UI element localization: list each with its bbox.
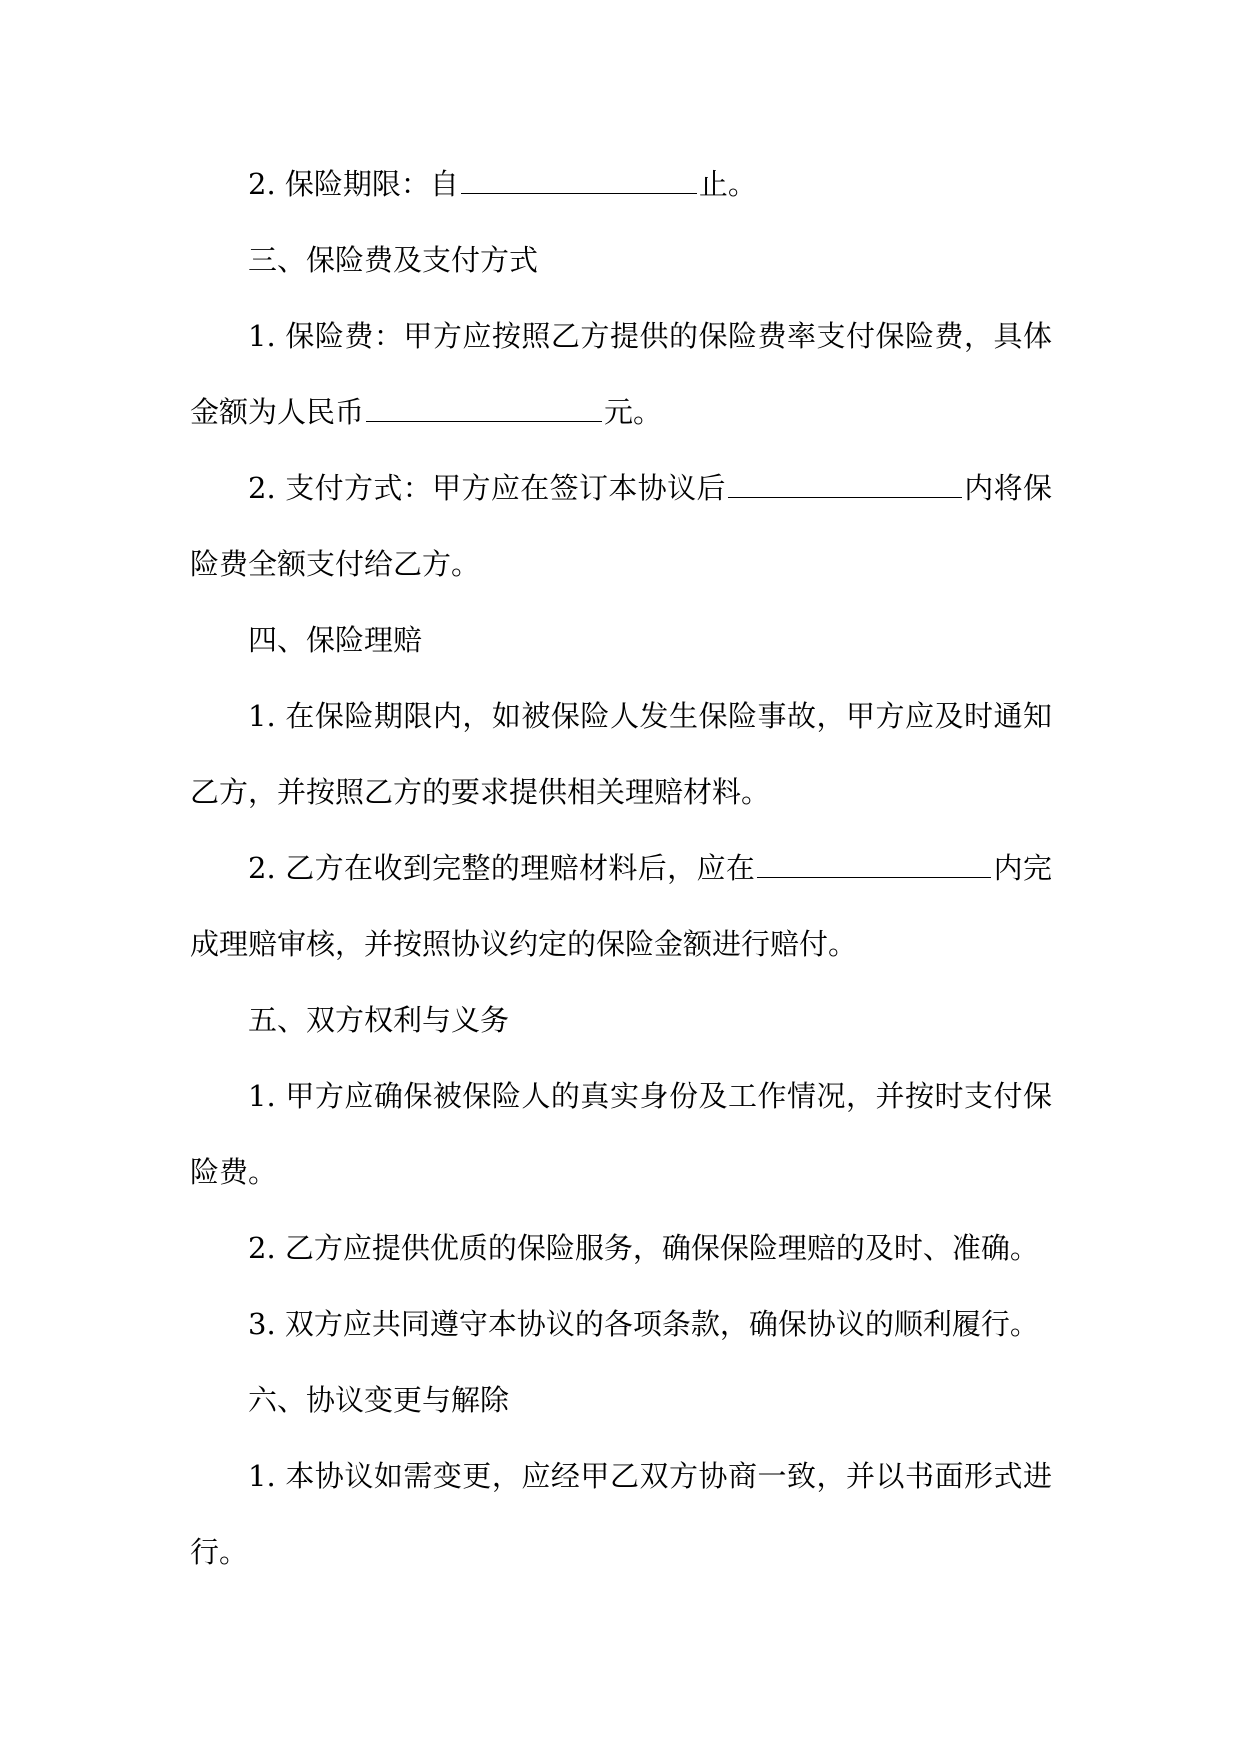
clause-text: 内将保险费全额支付给乙方。 — [190, 471, 1052, 581]
clause-text: 2. 保险期限：自 — [248, 167, 459, 201]
amendment-clause: 1. 本协议如需变更，应经甲乙双方协商一致，并以书面形式进行。 — [190, 1459, 1052, 1569]
document-body — [190, 146, 1052, 1590]
premium-amount-clause — [190, 298, 1052, 450]
clause-text: 止。 — [698, 167, 757, 201]
section-heading-rights: 五、双方权利与义务 — [248, 1003, 510, 1037]
insurance-period-clause — [190, 146, 1052, 222]
clause-text: 2. 支付方式：甲方应在签订本协议后 — [248, 471, 726, 505]
section-heading-premium: 三、保险费及支付方式 — [248, 243, 539, 277]
section-heading-claims: 四、保险理赔 — [248, 623, 423, 657]
clause-text: 1. 保险费：甲方应按照乙方提供的保险费率支付保险费，具体金额为人民币 — [190, 319, 1052, 429]
party-a-obligation-clause: 1. 甲方应确保被保险人的真实身份及工作情况，并按时支付保险费。 — [190, 1079, 1052, 1189]
claim-notice-clause: 1. 在保险期限内，如被保险人发生保险事故，甲方应及时通知乙方，并按照乙方的要求提供相关理赔材料。 — [190, 699, 1052, 809]
clause-text: 内完成理赔审核，并按照协议约定的保险金额进行赔付。 — [190, 851, 1052, 961]
fill-in-blank — [461, 165, 697, 194]
clause-text: 2. 乙方在收到完整的理赔材料后，应在 — [248, 851, 756, 885]
clause-text: 元。 — [604, 395, 663, 429]
mutual-obligation-clause: 3. 双方应共同遵守本协议的各项条款，确保协议的顺利履行。 — [248, 1307, 1039, 1341]
payment-method-clause — [190, 450, 1052, 602]
section-heading-amendment: 六、协议变更与解除 — [248, 1383, 510, 1417]
fill-in-blank — [728, 469, 962, 498]
fill-in-blank — [757, 849, 991, 878]
party-b-obligation-clause: 2. 乙方应提供优质的保险服务，确保保险理赔的及时、准确。 — [248, 1231, 1039, 1265]
fill-in-blank — [366, 393, 602, 422]
claim-review-clause — [190, 830, 1052, 982]
